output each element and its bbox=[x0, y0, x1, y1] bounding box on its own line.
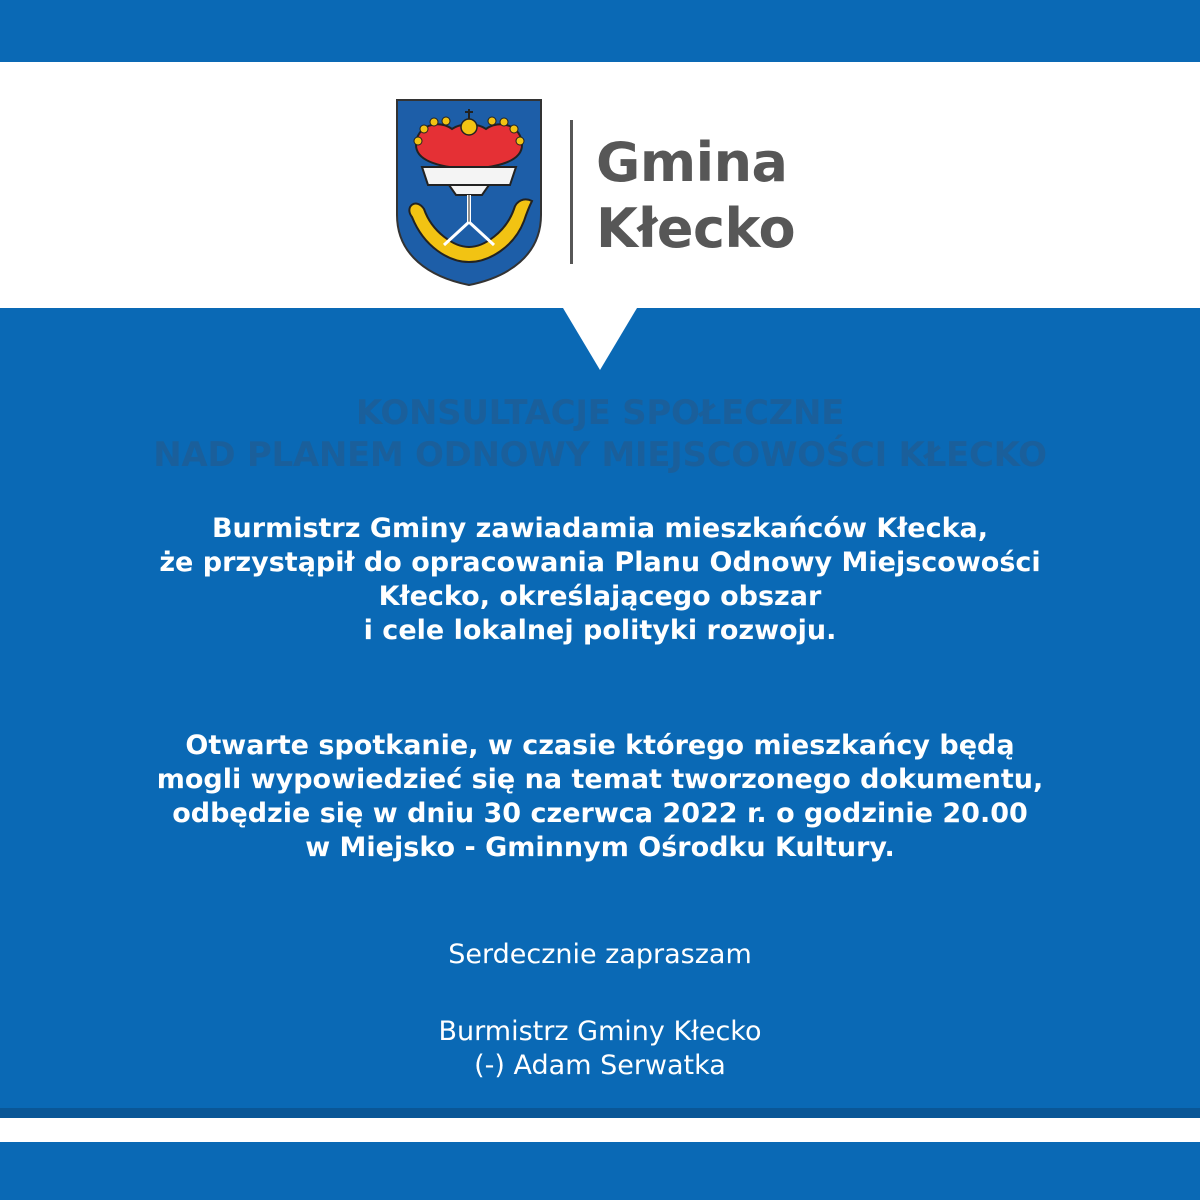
title-line-1: KONSULTACJE SPOŁECZNE bbox=[355, 393, 845, 433]
bottom-white-gap bbox=[0, 1118, 1200, 1142]
signature bbox=[0, 1015, 1200, 1083]
paragraph-line: i cele lokalnej polityki rozwoju. bbox=[363, 615, 837, 646]
announcement-paragraph-1 bbox=[0, 512, 1200, 648]
signature-title: Burmistrz Gminy Kłecko bbox=[438, 1016, 762, 1047]
signature-name: (-) Adam Serwatka bbox=[474, 1050, 726, 1081]
speech-pointer bbox=[563, 308, 637, 370]
paragraph-line: odbędzie się w dniu 30 czerwca 2022 r. o godzinie 20.00 bbox=[172, 798, 1028, 829]
brand-line-1: Gmina bbox=[596, 131, 788, 194]
announcement-paragraph-2 bbox=[0, 729, 1200, 865]
paragraph-line: Kłecko, określającego obszar bbox=[378, 581, 822, 612]
paragraph-line: w Miejsko - Gminnym Ośrodku Kultury. bbox=[305, 832, 895, 863]
header bbox=[0, 62, 1200, 308]
announcement-title bbox=[0, 392, 1200, 476]
coat-of-arms-crest-icon bbox=[394, 97, 544, 287]
paragraph-line: Burmistrz Gminy zawiadamia mieszkańców Kłecka, bbox=[211, 513, 989, 544]
brand-line-2: Kłecko bbox=[596, 197, 796, 260]
title-line-2: NAD PLANEM ODNOWY MIEJSCOWOŚCI KŁECKO bbox=[153, 435, 1047, 475]
paragraph-line: Otwarte spotkanie, w czasie którego mieszkańcy będą bbox=[185, 730, 1015, 761]
paragraph-line: mogli wypowiedzieć się na temat tworzonego dokumentu, bbox=[156, 764, 1044, 795]
greeting: Serdecznie zapraszam bbox=[448, 939, 752, 970]
top-band bbox=[0, 0, 1200, 62]
bottom-band bbox=[0, 1142, 1200, 1200]
header-divider bbox=[570, 120, 573, 264]
bottom-divider-line bbox=[0, 1108, 1200, 1118]
brand-name bbox=[596, 130, 795, 262]
paragraph-line: że przystąpił do opracowania Planu Odnowy Miejscowości bbox=[159, 547, 1041, 578]
